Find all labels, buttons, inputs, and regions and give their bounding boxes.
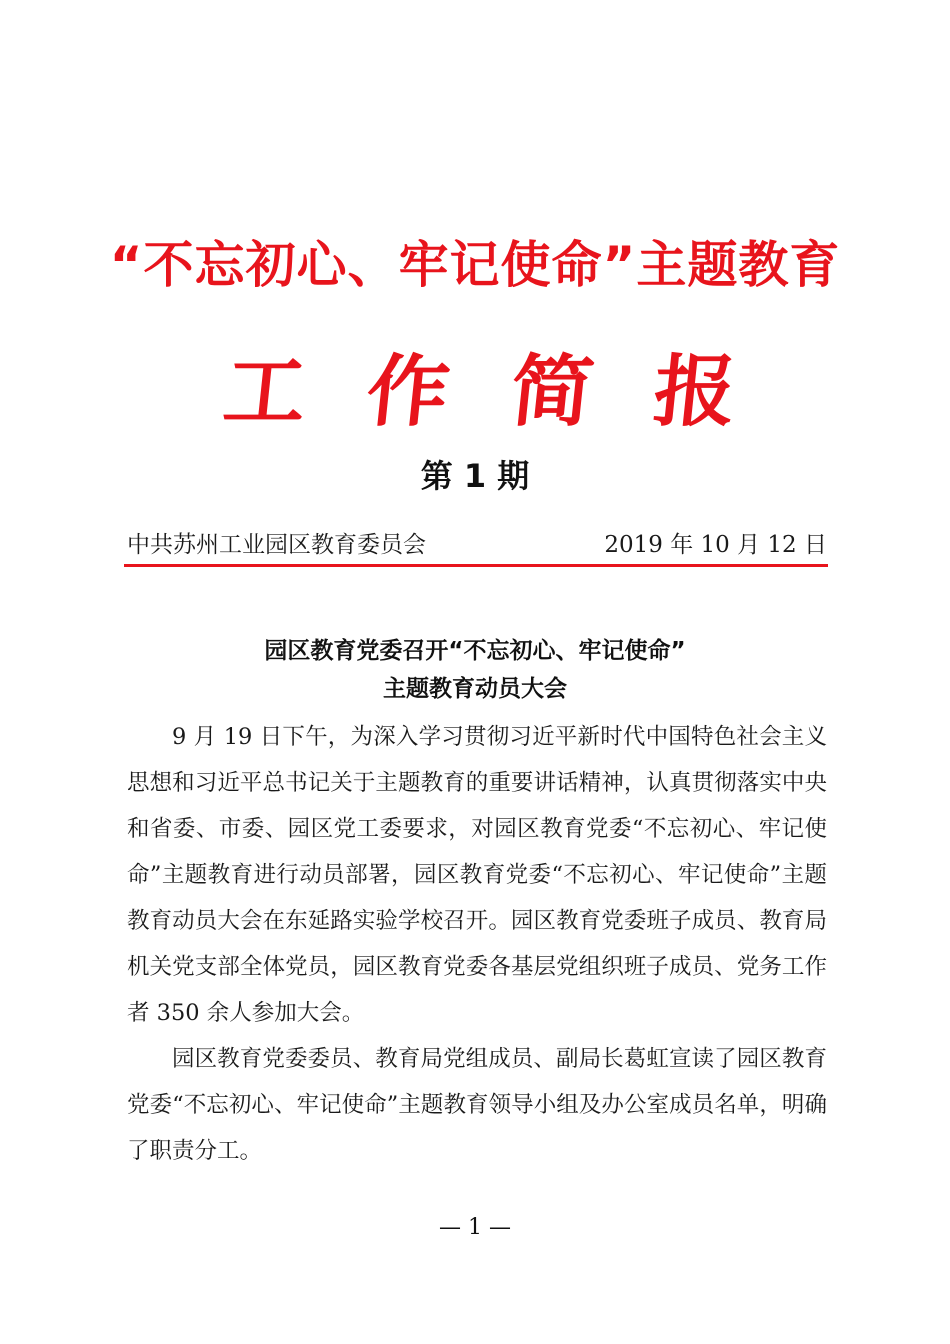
issuer-info-row (127, 528, 827, 562)
article-body (127, 714, 827, 1174)
masthead-char: 工 (219, 346, 311, 438)
issuing-organization: 中共苏州工业园区教育委员会 (127, 532, 426, 558)
masthead-char: 作 (362, 346, 455, 438)
page-number: — 1 — (439, 1215, 511, 1240)
masthead-char: 报 (649, 346, 741, 438)
masthead-char: 简 (505, 346, 598, 438)
article-paragraph: 9 月 19 日下午，为深入学习贯彻习近平新时代中国特色社会主义思想和习近平总书记关于主题教育的重要讲话精神，认真贯彻落实中央和省委、市委、园区党工委要求，对园区教育党委“不忘初心、牢记使命”主题教育进行动员部署，园区教育党委“不忘初心、牢记使命”主题教育动员大会在东延路实验学校召开。园区教育党委班子成员、教育局机关党支部全体党员，园区教育党委各基层党组织班子成员、党务工作者 350 余人参加大会。 (127, 724, 827, 1026)
article-paragraph: 园区教育党委委员、教育局党组成员、副局长葛虹宣读了园区教育党委“不忘初心、牢记使命”主题教育领导小组及办公室成员名单，明确了职责分工。 (127, 1046, 827, 1164)
article-headline (0, 632, 950, 708)
red-divider-line (124, 564, 828, 567)
issue-number: 第 1 期 (420, 457, 530, 495)
headline-line-1: 园区教育党委召开“不忘初心、牢记使命” (264, 638, 686, 664)
masthead-name (215, 342, 745, 442)
masthead-title: “不忘初心、牢记使命”主题教育 (109, 236, 841, 294)
headline-line-2: 主题教育动员大会 (383, 676, 567, 702)
issue-date: 2019 年 10 月 12 日 (604, 532, 827, 558)
